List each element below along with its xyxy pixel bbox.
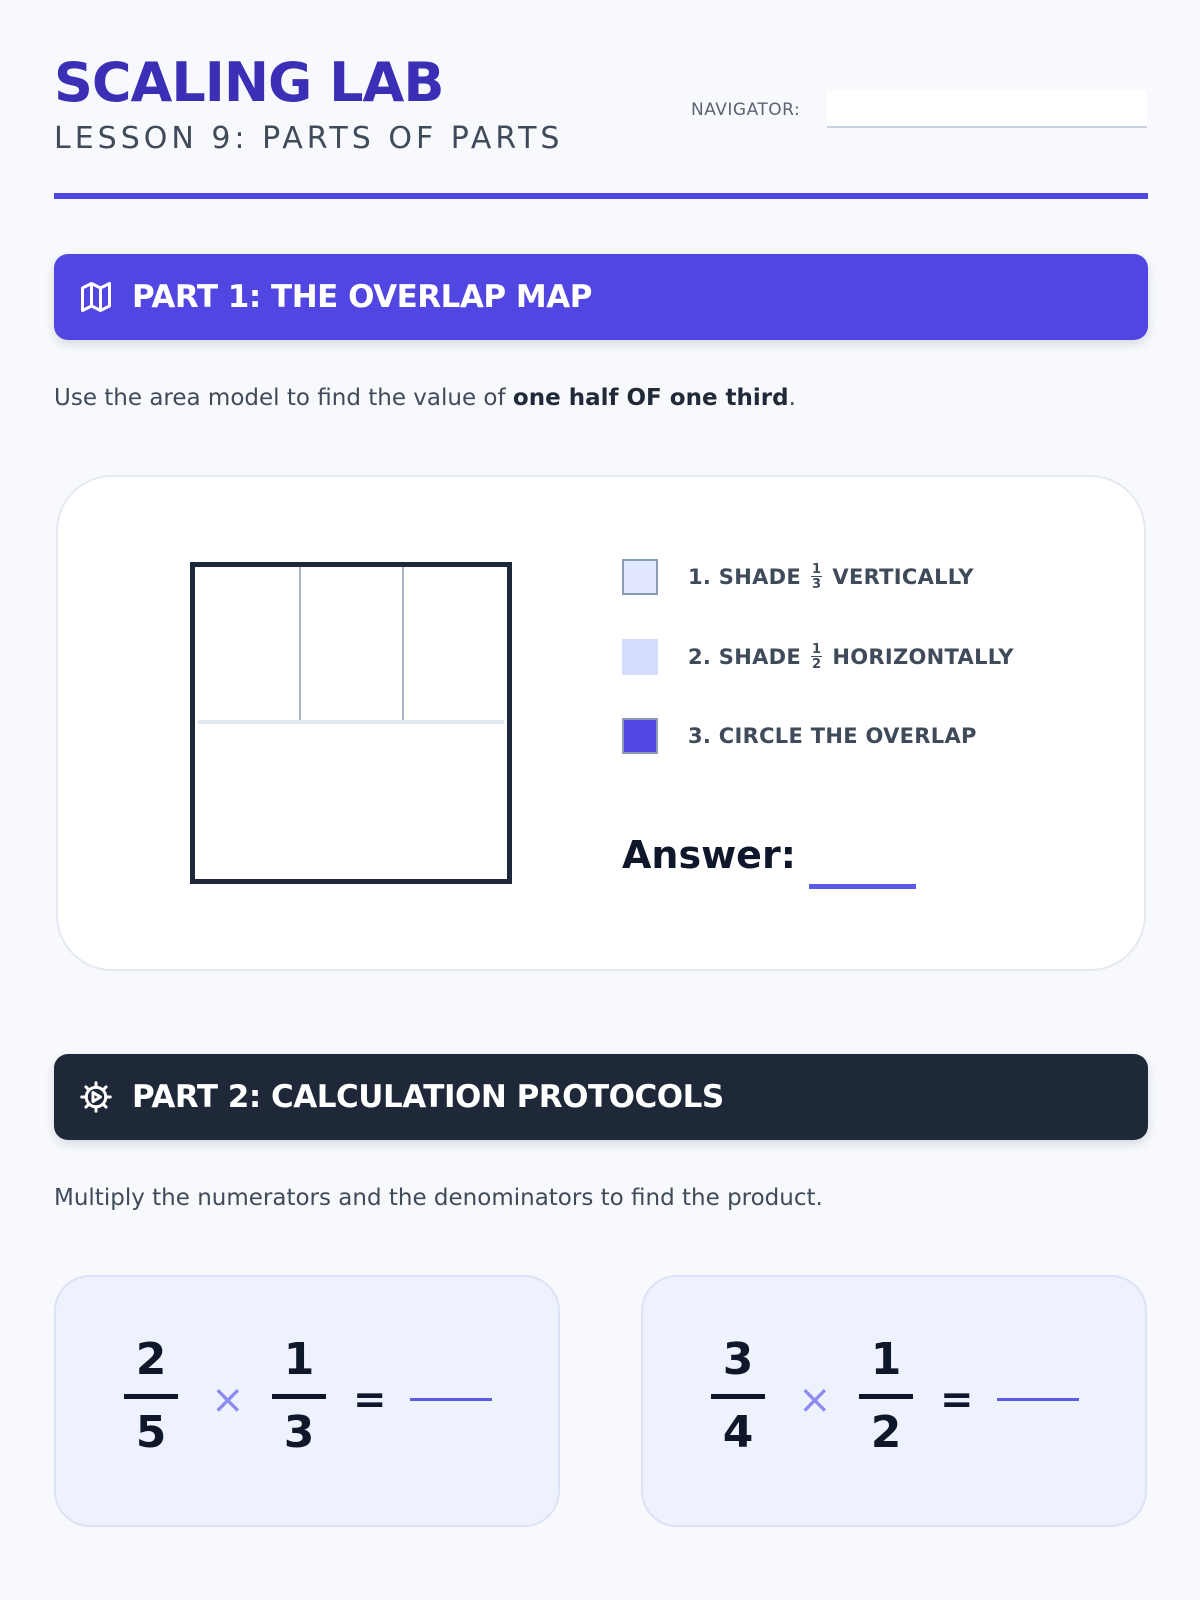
times-sign: × [211,1377,245,1423]
lesson-subtitle: LESSON 9: PARTS OF PARTS [54,121,564,156]
fraction-2-5: 2 5 [123,1338,179,1455]
gear-icon [78,1079,114,1115]
equals-sign: = [353,1377,387,1423]
fraction-3-4: 3 4 [710,1338,766,1455]
part2-banner [54,1054,1148,1140]
part1-banner [54,254,1148,340]
part1-heading: PART 1: THE OVERLAP MAP [132,279,592,315]
legend-swatch-light [622,559,658,595]
fraction-one-half: $\frac{1}{2}$ [812,642,822,672]
legend-item-shade-vertical: 1. SHADE $\frac{1}{3}$ VERTICALLY [622,557,974,597]
fraction-1-2: 1 2 [858,1338,914,1455]
part1-instruction: Use the area model to find the value of one half OF one third. [54,385,796,411]
answer-blank[interactable] [809,884,916,889]
part2-heading: PART 2: CALCULATION PROTOCOLS [132,1079,724,1115]
map-icon [78,279,114,315]
fraction-1-3: 1 3 [271,1338,327,1455]
header-divider [54,193,1148,199]
area-model-grid[interactable] [190,562,512,884]
navigator-input[interactable] [827,90,1147,128]
legend-swatch-mid [622,639,658,675]
navigator-label: NAVIGATOR: [691,100,801,120]
times-sign: × [798,1377,832,1423]
legend-swatch-dark [622,718,658,754]
legend-item-circle-overlap: 3. CIRCLE THE OVERLAP [622,716,977,756]
answer-blank-1[interactable] [410,1398,492,1401]
answer-blank-2[interactable] [997,1398,1079,1401]
fraction-one-third: $\frac{1}{3}$ [812,562,822,592]
equals-sign: = [940,1377,974,1423]
answer-label: Answer: [622,833,796,877]
part2-instruction: Multiply the numerators and the denominators to find the product. [54,1185,823,1211]
legend-item-shade-horizontal: 2. SHADE $\frac{1}{2}$ HORIZONTALLY [622,637,1014,677]
page-title: SCALING LAB [54,51,444,114]
